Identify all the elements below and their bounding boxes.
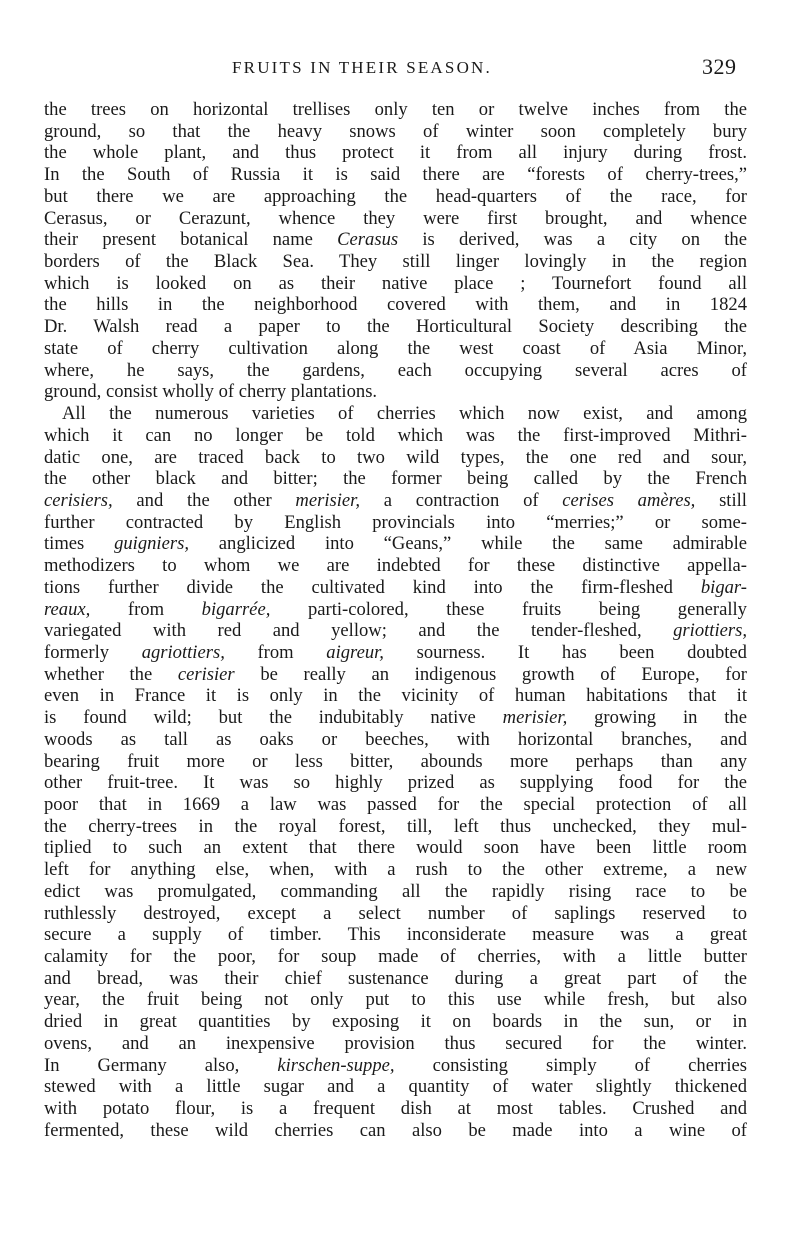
text-run: state of cherry cultivation along the west coast of Asia Minor, (44, 337, 747, 359)
text-line (44, 555, 747, 577)
italic-term: merisier, (502, 707, 568, 729)
text-run: stewed with a little sugar and a quantity of water slightly thickened (44, 1076, 747, 1098)
text-run: be really an indigenous growth of Europe, for (234, 663, 747, 685)
text-run: still (695, 489, 747, 511)
text-run: Cerasus, or Cerazunt, whence they were first brought, and whence (44, 207, 747, 229)
text-run: and bread, was their chief sustenance during a great part of the (44, 967, 747, 989)
text-line (44, 533, 747, 555)
text-run: woods as tall as oaks or beeches, with horizontal branches, and (44, 728, 747, 750)
text-run: whether the (44, 663, 178, 685)
text-run: from (224, 641, 327, 663)
italic-term: Cerasus (337, 229, 399, 251)
text-line (44, 881, 747, 903)
text-line (44, 620, 747, 642)
text-run: where, he says, the gardens, each occupying several acres of (44, 359, 747, 381)
text-run: All the numerous varieties of cherries which now exist, and among (62, 403, 747, 425)
text-run: left for anything else, when, with a rush to the other extreme, a new (44, 859, 747, 881)
text-line (44, 599, 747, 621)
text-run: In Germany also, (44, 1054, 278, 1076)
italic-term: bigar- (700, 576, 747, 598)
text-line (44, 360, 747, 382)
body-text (44, 99, 747, 1142)
text-run: which it can no longer be told which was the first-improved Mithri- (44, 424, 747, 446)
italic-term: cerisiers, (44, 489, 113, 511)
text-line (44, 685, 747, 707)
text-run: year, the fruit being not only put to this use while fresh, but also (44, 989, 747, 1011)
text-run: their present botanical name (44, 229, 338, 251)
text-line (44, 1055, 747, 1077)
text-run: anglicized into “Geans,” while the same admirable (188, 533, 747, 555)
text-run: the whole plant, and thus protect it from all injury during frost. (44, 142, 747, 164)
text-run: methodizers to whom we are indebted for these distinctive appella- (44, 555, 747, 577)
text-run: ruthlessly destroyed, except a select number of saplings reserved to (44, 902, 747, 924)
italic-term: aigreur, (326, 641, 384, 663)
italic-term: kirschen-suppe, (277, 1054, 395, 1076)
italic-term: merisier, (295, 489, 360, 511)
italic-term: bigarrée, (201, 598, 271, 620)
text-line (44, 989, 747, 1011)
text-line (44, 577, 747, 599)
text-run: from (90, 598, 202, 620)
text-run: and the other (112, 489, 296, 511)
italic-term: cerisier (177, 663, 235, 685)
text-line (44, 142, 747, 164)
text-run: variegated with red and yellow; and the tender-fleshed, (44, 620, 674, 642)
text-line (44, 772, 747, 794)
running-head (0, 56, 811, 82)
italic-term: griottiers, (673, 620, 747, 642)
text-line (44, 208, 747, 230)
text-run: is found wild; but the indubitably native (44, 707, 503, 729)
italic-term: guigniers, (114, 533, 189, 555)
text-run: ground, consist wholly of cherry plantations. (44, 381, 378, 403)
text-run: borders of the Black Sea. They still linger lovingly in the region (44, 251, 747, 273)
text-run: a contraction of (359, 489, 563, 511)
text-line (44, 794, 747, 816)
text-run: edict was promulgated, commanding all the rapidly rising race to be (44, 880, 747, 902)
text-run: parti-colored, these fruits being generally (270, 598, 747, 620)
text-line (44, 859, 747, 881)
text-run: consisting simply of cherries (394, 1054, 747, 1076)
text-line (44, 1033, 747, 1055)
text-run: datic one, are traced back to two wild types, the one red and sour, (44, 446, 747, 468)
text-run: dried in great quantities by exposing it on boards in the sun, or in (44, 1011, 747, 1033)
text-run: the other black and bitter; the former being called by the French (44, 468, 747, 490)
text-run: In the South of Russia it is said there are “forests of cherry-trees,” (44, 164, 747, 186)
text-line (44, 121, 747, 143)
text-line (44, 946, 747, 968)
text-line (44, 403, 747, 425)
text-line (44, 294, 747, 316)
text-line (44, 1098, 747, 1120)
paragraph (44, 403, 747, 1141)
text-run: ovens, and an inexpensive provision thus secured for the winter. (44, 1032, 747, 1054)
text-run: the cherry-trees in the royal forest, till, left thus unchecked, they mul- (44, 815, 747, 837)
text-line (44, 338, 747, 360)
text-run: but there we are approaching the head-quarters of the race, for (44, 185, 747, 207)
text-run: tions further divide the cultivated kind into the firm-fleshed (44, 576, 701, 598)
text-run: even in France it is only in the vicinity of human habitations that it (44, 685, 747, 707)
text-line (44, 1076, 747, 1098)
text-line (44, 273, 747, 295)
text-run: bearing fruit more or less bitter, abounds more perhaps than any (44, 750, 747, 772)
page-number: 329 (702, 54, 737, 79)
text-line (44, 381, 747, 403)
text-line (44, 968, 747, 990)
text-run: secure a supply of timber. This inconsiderate measure was a great (44, 924, 747, 946)
text-line (44, 316, 747, 338)
text-line (44, 186, 747, 208)
text-line (44, 425, 747, 447)
paragraph (44, 99, 747, 403)
text-run: the trees on horizontal trellises only ten or twelve inches from the (44, 99, 747, 120)
text-run: calamity for the poor, for soup made of cherries, with a little butter (44, 946, 747, 968)
text-line (44, 837, 747, 859)
text-run: growing in the (567, 707, 747, 729)
text-line (44, 229, 747, 251)
italic-term: agriottiers, (141, 641, 225, 663)
text-line (44, 490, 747, 512)
text-line (44, 164, 747, 186)
text-run: the hills in the neighborhood covered with them, and in 1824 (44, 294, 747, 316)
text-line (44, 816, 747, 838)
text-run: formerly (44, 641, 142, 663)
text-line (44, 664, 747, 686)
text-line (44, 1120, 747, 1142)
text-line (44, 707, 747, 729)
text-run: Dr. Walsh read a paper to the Horticultural Society describing the (44, 316, 747, 338)
text-run: tiplied to such an extent that there would soon have been little room (44, 837, 747, 859)
text-run: with potato flour, is a frequent dish at most tables. Crushed and (44, 1098, 747, 1120)
text-line (44, 99, 747, 121)
text-line (44, 924, 747, 946)
text-line (44, 751, 747, 773)
text-run: times (44, 533, 115, 555)
text-line (44, 468, 747, 490)
italic-term: cerises amères, (562, 489, 696, 511)
text-line (44, 642, 747, 664)
text-line (44, 1011, 747, 1033)
text-line (44, 903, 747, 925)
text-line (44, 512, 747, 534)
text-run: sourness. It has been doubted (383, 641, 747, 663)
text-run: other fruit-tree. It was so highly prized as supplying food for the (44, 772, 747, 794)
text-run: poor that in 1669 a law was passed for the special protection of all (44, 794, 747, 815)
text-run: fermented, these wild cherries can also be made into a wine of (44, 1119, 747, 1141)
text-run: further contracted by English provincials into “merries;” or some- (44, 511, 747, 533)
text-run: which is looked on as their native place ; Tournefort found all (44, 272, 747, 294)
text-run: ground, so that the heavy snows of winter soon completely bury (44, 120, 747, 142)
text-line (44, 447, 747, 469)
text-line (44, 729, 747, 751)
text-line (44, 251, 747, 273)
text-run: is derived, was a city on the (398, 229, 747, 251)
italic-term: reaux, (44, 598, 91, 620)
running-title: FRUITS IN THEIR SEASON. (232, 58, 492, 77)
